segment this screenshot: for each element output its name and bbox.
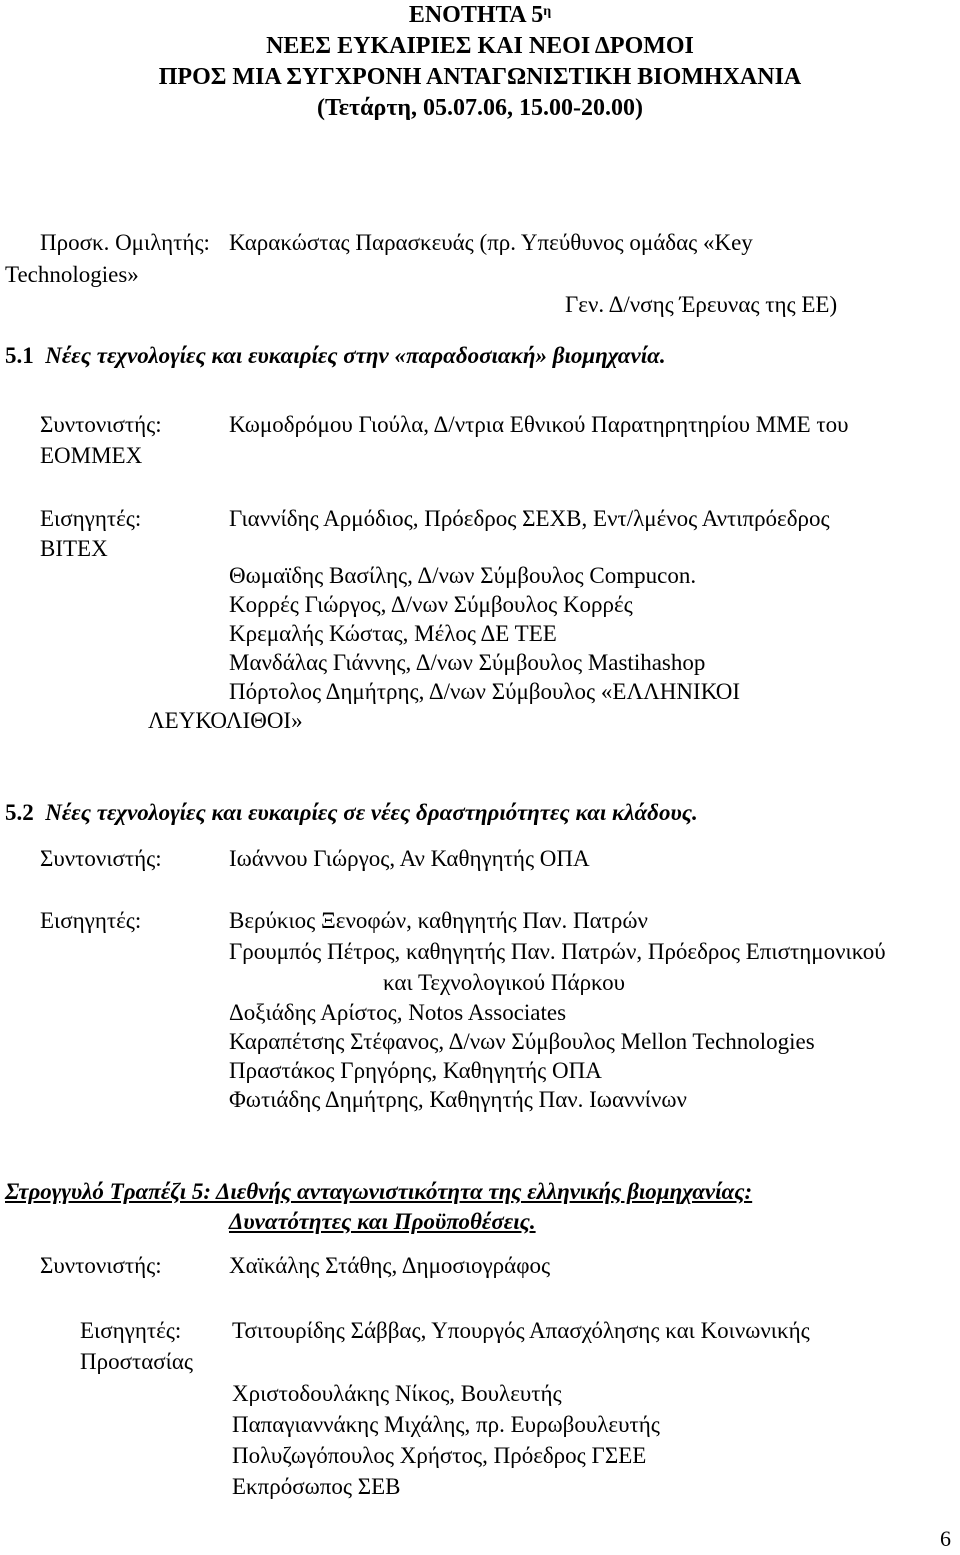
roundtable-title-line2: Δυνατότητες και Προϋποθέσεις. <box>229 1209 536 1234</box>
s1-speaker-6-line1: Πόρτολος Δημήτρης, Δ/νων Σύμβουλος «ΕΛΛΗΝΙΚΟΙ <box>229 679 740 704</box>
unit-heading: ΕΝΟΤΗΤΑ $5^\eta$ <box>408 2 552 28</box>
s1-coordinator-label: Συντονιστής: <box>40 412 162 437</box>
section-5-2-title: Νέες τεχνολογίες και ευκαιρίες σε νέες δραστηριότητες και κλάδους. <box>45 800 698 825</box>
s1-speaker-4: Κρεμαλής Κώστας, Μέλος ΔΕ ΤΕΕ <box>229 621 557 646</box>
section-5-1-number: 5.1 <box>5 343 34 368</box>
section-5-2-number: 5.2 <box>5 800 34 825</box>
rt-speaker-4: Πολυζωγόπουλος Χρήστος, Πρόεδρος ΓΣΕΕ <box>232 1443 647 1468</box>
rt-coordinator: Χαϊκάλης Στάθης, Δημοσιογράφος <box>229 1253 551 1278</box>
rt-coordinator-label: Συντονιστής: <box>40 1253 162 1278</box>
s1-speaker-1-line1: Γιαννίδης Αρμόδιος, Πρόεδρος ΣΕΧΒ, Εντ/λμένος Αντιπρόεδρος <box>229 506 830 531</box>
s1-speaker-1-line2: ΒΙΤΕΧ <box>40 536 108 561</box>
rt-speaker-5: Εκπρόσωπος ΣΕΒ <box>232 1474 401 1499</box>
rt-speaker-3: Παπαγιαννάκης Μιχάλης, πρ. Ευρωβουλευτής <box>232 1412 660 1437</box>
unit-superscript: η <box>543 4 552 19</box>
heading-line-3: ΠΡΟΣ ΜΙΑ ΣΥΓΧΡΟΝΗ ΑΝΤΑΓΩΝΙΣΤΙΚΗ ΒΙΟΜΗΧΑΝΙΑ <box>158 64 802 90</box>
rt-speaker-1-line1: Τσιτουρίδης Σάββας, Υπουργός Απασχόλησης και Κοινωνικής <box>232 1318 810 1343</box>
rt-speaker-1-line2: Προστασίας <box>80 1349 194 1374</box>
s2-speaker-6: Φωτιάδης Δημήτρης, Καθηγητής Παν. Ιωαννίνων <box>229 1087 687 1112</box>
section-5-1-title: Νέες τεχνολογίες και ευκαιρίες στην «παραδοσιακή» βιομηχανία. <box>45 343 666 368</box>
page-number: 6 <box>940 1526 951 1551</box>
invited-speaker-line3: Γεν. Δ/νσης Έρευνας της ΕΕ) <box>565 292 838 317</box>
s1-coordinator-line2: ΕΟΜΜΕΧ <box>40 443 143 468</box>
roundtable-title-line1: Στρογγυλό Τραπέζι 5: Διεθνής ανταγωνιστικότητα της ελληνικής βιομηχανίας: <box>5 1179 753 1204</box>
section-5-2-heading <box>5 800 698 826</box>
s2-speaker-4: Καραπέτσης Στέφανος, Δ/νων Σύμβουλος Mellon Technologies <box>229 1029 815 1054</box>
s1-speaker-5: Μανδάλας Γιάννης, Δ/νων Σύμβουλος Mastihashop <box>229 650 706 675</box>
s2-coordinator-label: Συντονιστής: <box>40 846 162 871</box>
invited-speaker-line1: Καρακώστας Παρασκευάς (πρ. Υπεύθυνος ομάδας «Key <box>229 230 753 255</box>
s2-speaker-2-line2: και Τεχνολογικού Πάρκου <box>383 970 626 995</box>
s1-speakers-label: Εισηγητές: <box>40 506 142 531</box>
rt-speaker-2: Χριστοδουλάκης Νίκος, Βουλευτής <box>232 1381 562 1406</box>
s1-speaker-2: Θωμαϊδης Βασίλης, Δ/νων Σύμβουλος Compucon. <box>229 563 697 588</box>
rt-speakers-label: Εισηγητές: <box>80 1318 182 1343</box>
s2-speakers-label: Εισηγητές: <box>40 908 142 933</box>
s2-speaker-5: Πραστάκος Γρηγόρης, Καθηγητής ΟΠΑ <box>229 1058 602 1083</box>
s2-speaker-3: Δοξιάδης Αρίστος, Notos Associates <box>229 1000 567 1025</box>
s1-speaker-6-line2: ΛΕΥΚΟΛΙΘΟΙ» <box>148 708 303 733</box>
s1-speaker-3: Κορρές Γιώργος, Δ/νων Σύμβουλος Κορρές <box>229 592 633 617</box>
s1-coordinator-line1: Κωμοδρόμου Γιούλα, Δ/ντρια Εθνικού Παρατηρητηρίου ΜΜΕ του <box>229 412 849 437</box>
invited-speaker-label: Προσκ. Ομιλητής: <box>40 230 210 255</box>
section-5-1-heading <box>5 343 666 369</box>
invited-speaker-line2: Technologies» <box>5 262 139 287</box>
s2-speaker-2-line1: Γρουμπός Πέτρος, καθηγητής Παν. Πατρών, Πρόεδρος Επιστημονικού <box>229 939 886 964</box>
heading-date: (Τετάρτη, 05.07.06, 15.00-20.00) <box>316 95 644 121</box>
heading-line-2: ΝΕΕΣ ΕΥΚΑΙΡΙΕΣ ΚΑΙ ΝΕΟΙ ΔΡΟΜΟΙ <box>266 33 694 59</box>
s2-speaker-1: Βερύκιος Ξενοφών, καθηγητής Παν. Πατρών <box>229 908 648 933</box>
s2-coordinator: Ιωάννου Γιώργος, Αν Καθηγητής ΟΠΑ <box>229 846 590 871</box>
